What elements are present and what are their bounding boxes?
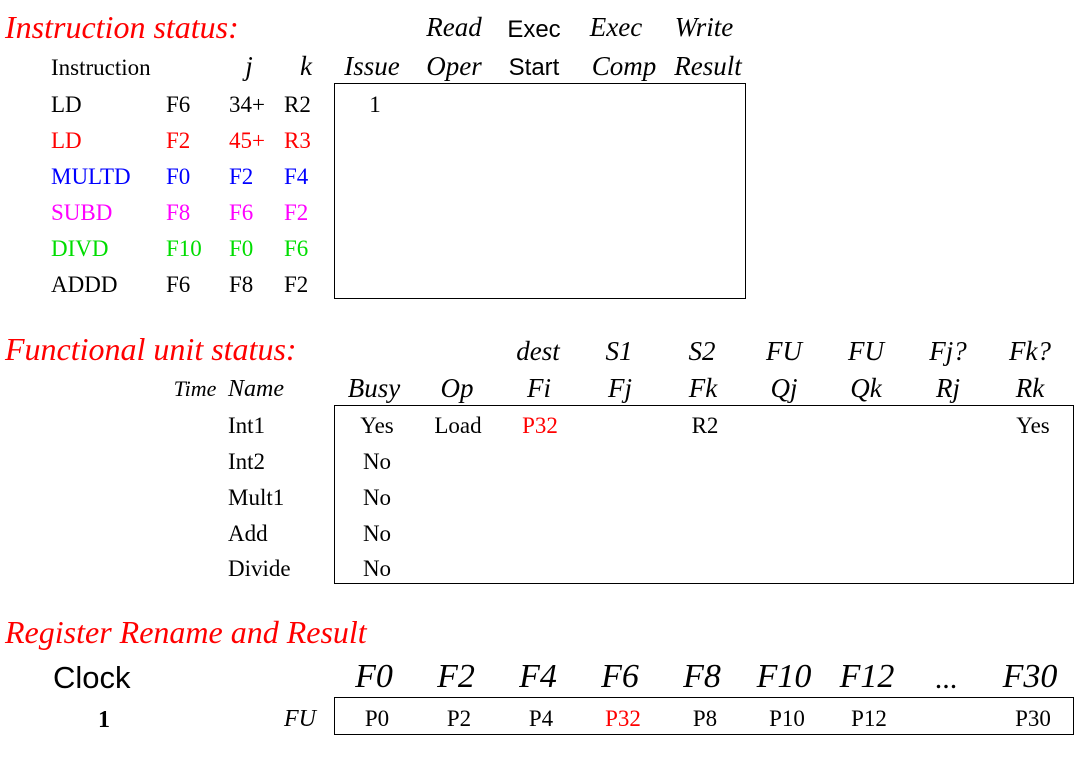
rj-header: Rj [936, 373, 960, 403]
instruction-dest: F2 [166, 128, 191, 153]
instruction-j: F6 [229, 200, 254, 225]
instruction-op: ADDD [51, 272, 118, 297]
register-name: F8 [683, 658, 721, 695]
exec-comp-header-top: Exec [589, 12, 643, 42]
register-name: F30 [1002, 658, 1058, 695]
instruction-op: DIVD [51, 236, 109, 261]
read-header-bottom: Oper [426, 51, 482, 81]
instruction-k: F2 [284, 200, 309, 225]
instruction-op: MULTD [51, 164, 131, 189]
instruction-j: F0 [229, 236, 254, 261]
fk-header: Fk [688, 373, 718, 403]
qk-header: Qk [850, 373, 882, 403]
fi-header: Fi [527, 373, 551, 403]
register-value: P32 [605, 706, 641, 731]
fu-busy: No [362, 485, 392, 510]
fu-fi: P32 [522, 413, 558, 438]
instruction-dest: F6 [166, 272, 191, 297]
instruction-status-title: Instruction status: [5, 9, 239, 45]
dest-header-top: dest [516, 336, 560, 366]
time-header: Time [173, 376, 217, 401]
op-header: Op [440, 373, 474, 403]
instruction-k: R2 [284, 92, 311, 117]
fu-rk: Yes [1016, 413, 1050, 438]
register-value: P0 [364, 706, 390, 731]
fu-busy: No [362, 449, 392, 474]
clock-value: 1 [98, 707, 110, 733]
write-header-top: Write [674, 12, 734, 42]
register-value: P4 [528, 706, 554, 731]
j-header: j [245, 51, 253, 81]
fu-name: Mult1 [228, 485, 285, 510]
register-name: F0 [355, 658, 393, 695]
instruction-j: F8 [229, 272, 254, 297]
instruction-k: F6 [284, 236, 309, 261]
exec-start-header-top: Exec [507, 16, 561, 43]
fu-name: Add [228, 521, 268, 546]
instruction-j: F2 [229, 164, 254, 189]
fu-name: Divide [228, 556, 291, 581]
instruction-op: LD [51, 128, 82, 153]
register-value: P2 [446, 706, 472, 731]
register-value: P8 [692, 706, 718, 731]
fu-row-label: FU [284, 706, 316, 732]
fu-busy: Yes [360, 413, 394, 438]
exec-start-header-bottom: Start [508, 54, 560, 81]
instruction-j: 45+ [229, 128, 265, 153]
busy-header: Busy [347, 373, 401, 403]
fu-op: Load [434, 413, 482, 438]
issue-header: Issue [344, 51, 400, 81]
exec-comp-header-bottom: Comp [591, 51, 657, 81]
write-header-bottom: Result [674, 51, 742, 81]
s2-header-top: S2 [688, 336, 716, 366]
register-name: F2 [437, 658, 475, 695]
instruction-k: R3 [284, 128, 311, 153]
instruction-dest: F8 [166, 200, 191, 225]
fu-header-top-1: FU [766, 336, 802, 366]
fj-header: Fj [608, 373, 632, 403]
fj-q-header: Fj? [929, 336, 967, 366]
register-value: P12 [851, 706, 887, 731]
instruction-header: Instruction [51, 55, 151, 80]
instruction-op: SUBD [51, 200, 113, 225]
register-name: F12 [839, 658, 895, 695]
instruction-status-box [334, 83, 746, 299]
instruction-dest: F6 [166, 92, 191, 117]
clock-label: Clock [53, 660, 131, 695]
fk-q-header: Fk? [1009, 336, 1051, 366]
qj-header: Qj [770, 373, 798, 403]
instruction-j: 34+ [229, 92, 265, 117]
fu-name: Int2 [228, 449, 266, 474]
register-rename-title: Register Rename and Result [5, 614, 367, 650]
fu-header-top-2: FU [848, 336, 884, 366]
register-name: F6 [601, 658, 639, 695]
s1-header-top: S1 [605, 336, 633, 366]
instruction-op: LD [51, 92, 82, 117]
register-value: P30 [1015, 706, 1051, 731]
instruction-k: F2 [284, 272, 309, 297]
register-name-ellipsis: ... [934, 662, 958, 695]
instruction-issue: 1 [369, 92, 381, 117]
functional-unit-status-title: Functional unit status: [5, 331, 297, 367]
instruction-k: F4 [284, 164, 309, 189]
fu-busy: No [362, 556, 392, 581]
register-name: F10 [756, 658, 812, 695]
read-header-top: Read [426, 12, 482, 42]
register-name: F4 [519, 658, 557, 695]
instruction-dest: F10 [166, 236, 202, 261]
fu-fk: R2 [691, 413, 719, 438]
fu-busy: No [362, 521, 392, 546]
instruction-dest: F0 [166, 164, 191, 189]
k-header: k [300, 51, 312, 81]
register-value: P10 [769, 706, 805, 731]
name-header: Name [228, 376, 284, 402]
fu-name: Int1 [228, 413, 266, 438]
rk-header: Rk [1015, 373, 1045, 403]
